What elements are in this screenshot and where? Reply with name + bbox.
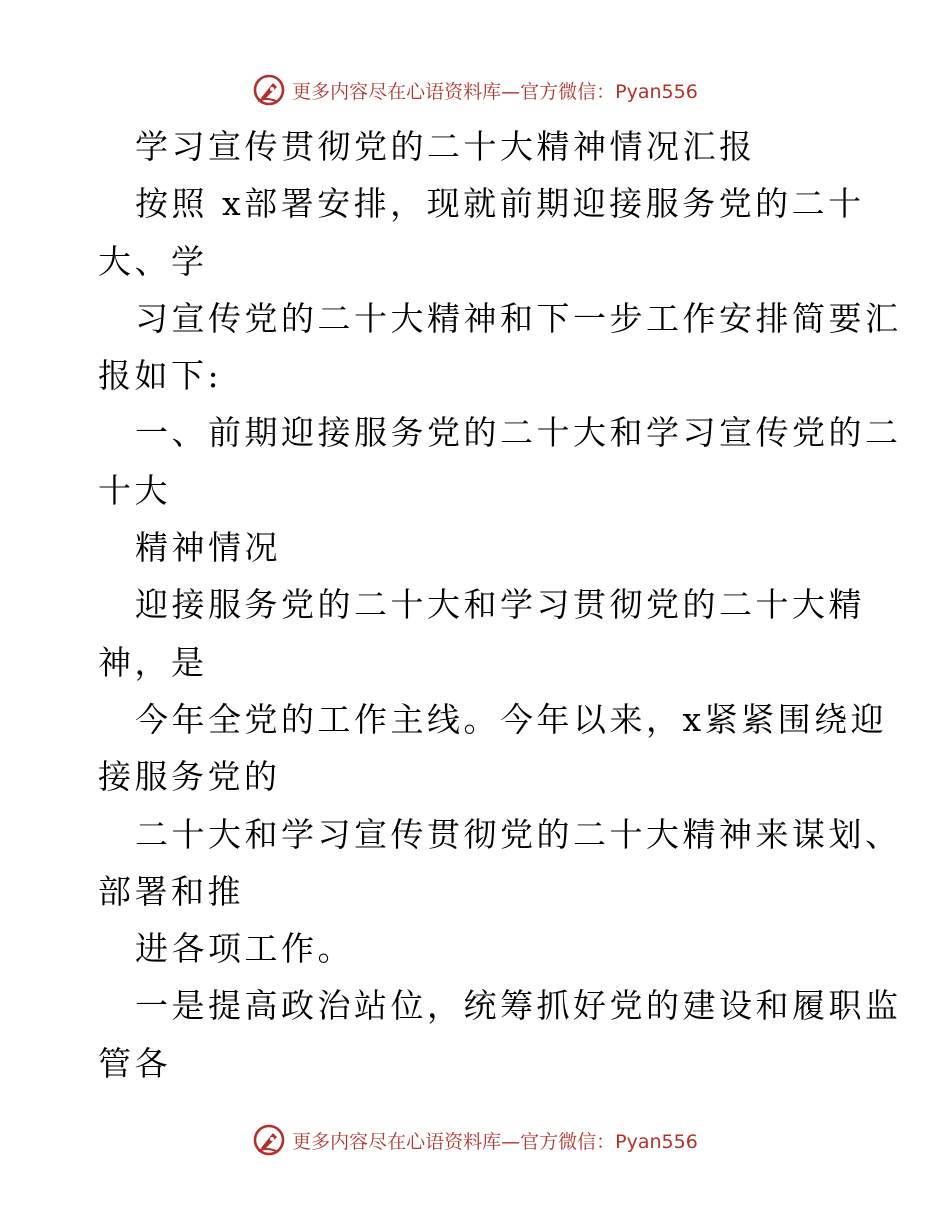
paragraph-line: 大、学 (98, 241, 208, 281)
paragraph-line: 报如下: (98, 356, 223, 396)
paragraph-line: 管各 (98, 1043, 171, 1083)
paragraph-line: 部署和推 (98, 871, 244, 911)
header-banner (0, 70, 950, 110)
document-title: 学习宣传贯彻党的二十大精神情况汇报 (135, 127, 756, 166)
paragraph-line: 进各项工作。 (135, 929, 354, 969)
section-heading-line: 十大 (98, 470, 171, 510)
section-heading-line: 精神情况 (135, 528, 281, 568)
footer-banner (0, 1120, 950, 1160)
paragraph-line: 二十大和学习宣传贯彻党的二十大精神来谋划、 (135, 814, 902, 854)
paragraph-line: 神，是 (98, 642, 208, 682)
paragraph-line: 按照 x部署安排，现就前期迎接服务党的二十 (135, 184, 865, 224)
section-heading-line: 一、前期迎接服务党的二十大和学习宣传党的二 (135, 413, 902, 453)
paragraph-line: 迎接服务党的二十大和学习贯彻党的二十大精 (135, 585, 865, 625)
paragraph-line: 一是提高政治站位，统筹抓好党的建设和履职监 (135, 986, 902, 1026)
pen-nib-logo-icon (252, 1123, 286, 1157)
paragraph-line: 接服务党的 (98, 757, 281, 797)
document-body (98, 118, 902, 1092)
paragraph-line: 今年全党的工作主线。今年以来，x紧紧围绕迎 (135, 699, 888, 739)
pen-nib-logo-icon (252, 73, 286, 107)
footer-banner-text: 更多内容尽在心语资料库—官方微信：Pyan556 (292, 1130, 698, 1153)
paragraph-line: 习宣传党的二十大精神和下一步工作安排简要汇 (135, 298, 902, 338)
header-banner-text: 更多内容尽在心语资料库—官方微信：Pyan556 (292, 80, 698, 103)
